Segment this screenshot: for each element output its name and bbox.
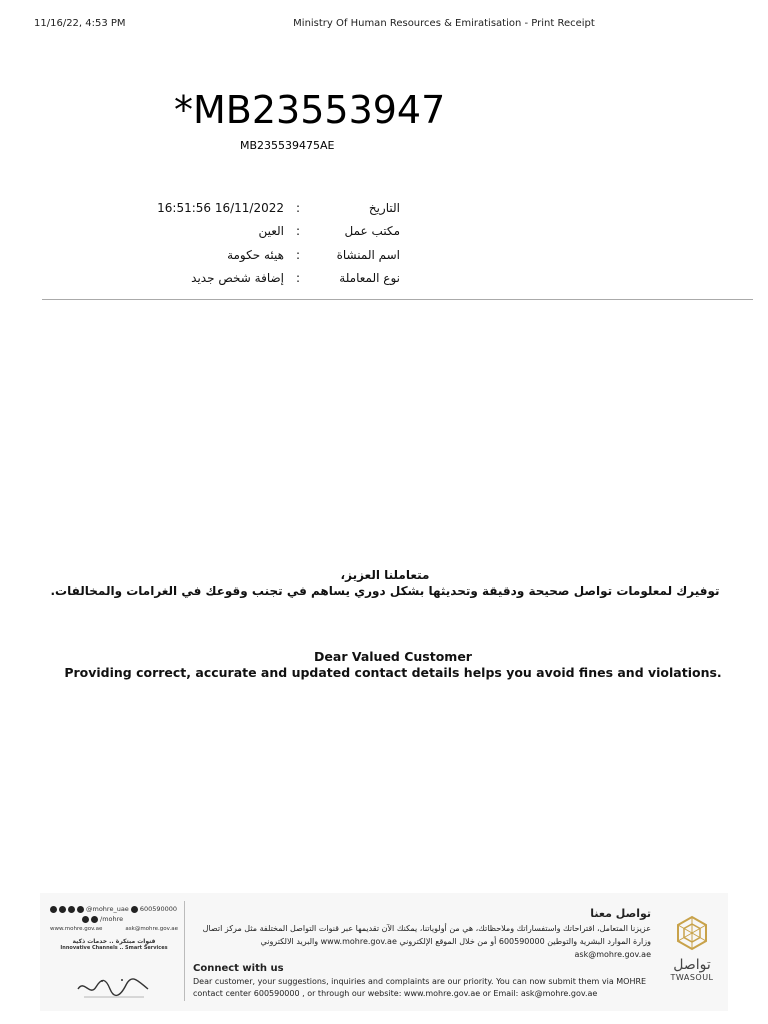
message-body-en: Providing correct, accurate and updated contact details helps you avoid fines and violations.	[64, 665, 722, 680]
twasoul-logo	[670, 915, 714, 982]
logo-text-en: TWASOUL	[670, 973, 714, 982]
footer-phone: 600590000	[139, 905, 178, 913]
social-handle-2: /mohre	[100, 915, 124, 923]
contact-footer	[40, 893, 728, 1011]
snapchat-icon	[91, 916, 98, 923]
youtube-icon	[68, 906, 75, 913]
print-datetime: 11/16/22, 4:53 PM	[34, 18, 126, 29]
contact-text-en: Dear customer, your suggestions, inquiries and complaints are our priority. You can now submit them via MOHRE contact center 600590000 , or through our website: www.mohre.gov.ae or Email: ask@mohre.gov.ae	[193, 977, 647, 998]
facebook-icon	[77, 906, 84, 913]
social-handle: @mohre_uae	[86, 905, 129, 913]
info-row-establishment	[110, 243, 400, 267]
message-greeting-ar: متعاملنا العزيز،	[340, 568, 430, 582]
info-colon: :	[295, 200, 301, 215]
info-label: نوع المعاملة	[339, 271, 400, 286]
info-value: هيئه حكومة	[227, 247, 284, 262]
footer-social-block	[50, 905, 178, 951]
info-row-date	[110, 196, 400, 220]
info-colon: :	[295, 224, 301, 239]
contact-title-en: Connect with us	[193, 963, 284, 974]
info-label: اسم المنشاة	[336, 247, 400, 262]
whatsapp-icon	[131, 906, 138, 913]
contact-text-ar: عزيزنا المتعامل، اقتراحاتك واستفساراتك وملاحظاتك، هي من أولوياتنا، يمكنك الآن تقديمها عبر قنوات التواصل المختلفة مثل مركز اتصال وزارة الموارد البشرية والتوطين 600590000 أو من خلال الموقع الإلكتروني www.mohre.gov.ae والبريد الالكتروني ask@mohre.gov.ae	[202, 924, 651, 959]
twasoul-hexagon-icon	[674, 915, 710, 951]
footer-website-small: www.mohre.gov.ae	[50, 926, 103, 932]
receipt-info-table	[110, 196, 400, 290]
print-header-title: Ministry Of Human Resources & Emiratisation - Print Receipt	[293, 18, 595, 29]
links-row	[50, 926, 178, 932]
logo-text-ar: تواصل	[673, 957, 711, 973]
info-label: التاريخ	[368, 200, 400, 215]
info-row-transaction-type	[110, 267, 400, 291]
linkedin-icon	[82, 916, 89, 923]
info-value: إضافة شخص جديد	[191, 271, 284, 286]
info-value: 16:51:56 16/11/2022	[157, 200, 284, 215]
info-colon: :	[295, 271, 301, 286]
info-colon: :	[295, 247, 301, 262]
info-label: مكتب عمل	[344, 224, 400, 239]
barcode-main: *MB23553947	[174, 88, 446, 132]
footer-email-small: ask@mohre.gov.ae	[125, 926, 178, 932]
signature-logo	[74, 975, 154, 1001]
instagram-icon	[50, 906, 57, 913]
channels-ar: قنوات مبتكرة .. خدمات ذكية	[72, 938, 156, 945]
message-greeting-en: Dear Valued Customer	[314, 649, 472, 664]
footer-separator	[184, 901, 185, 1001]
divider	[42, 299, 753, 300]
social-row	[50, 905, 178, 913]
barcode-number: MB235539475AE	[240, 139, 335, 152]
footer-contact-text	[193, 907, 651, 1000]
message-body-ar: توفيرك لمعلومات تواصل صحيحة ودقيقة وتحديثها بشكل دوري يساهم في تجنب وقوعك في الغرامات والمخالفات.	[50, 584, 720, 598]
channels-en: Innovative Channels .. Smart Services	[60, 945, 168, 951]
twitter-icon	[59, 906, 66, 913]
contact-title-ar: تواصل معنا	[590, 907, 651, 920]
info-value: العين	[258, 224, 284, 239]
social-row-2	[50, 915, 178, 923]
info-row-office	[110, 220, 400, 244]
